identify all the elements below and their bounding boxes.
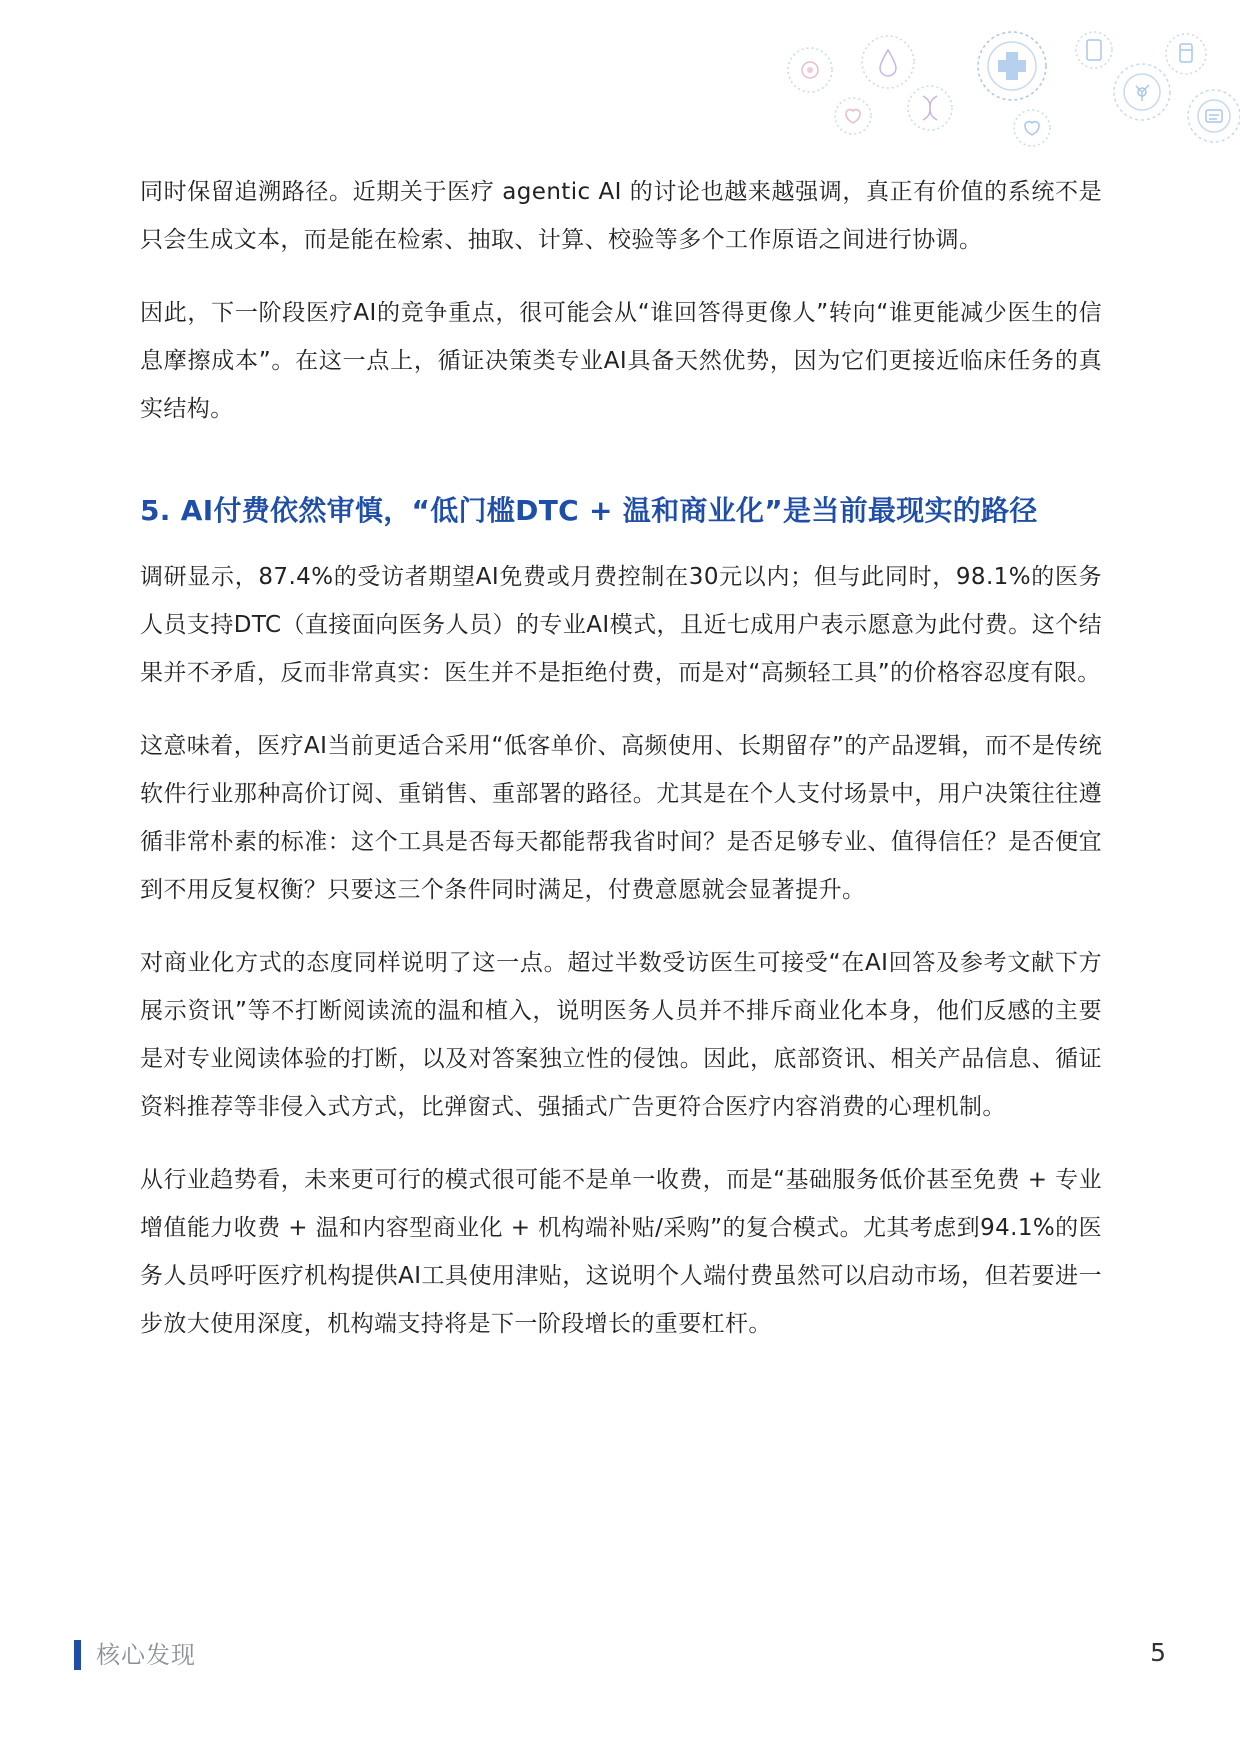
medical-icon-decoration [740, 20, 1240, 150]
molecule-icon [1114, 64, 1170, 120]
body-paragraph: 因此，下一阶段医疗AI的竞争重点，很可能会从“谁回答得更像人”转向“谁更能减少医生的信息摩擦成本”。在这一点上，循证决策类专业AI具备天然优势，因为它们更接近临床任务的真实结构。 [140, 300, 1102, 422]
pill-bottle-icon [1166, 34, 1206, 74]
tablet-icon [1076, 32, 1112, 68]
drop-icon [862, 36, 914, 88]
virus-icon [788, 48, 832, 92]
body-paragraph: 对商业化方式的态度同样说明了这一点。超过半数受访医生可接受“在AI回答及参考文献下方展示资讯”等不打断阅读流的温和植入，说明医务人员并不排斥商业化本身，他们反感的主要是对专业阅读体验的打断，以及对答案独立性的侵蚀。因此，底部资讯、相关产品信息、循证资料推荐等非侵入式方式，比弹窗式、强插式广告更符合医疗内容消费的心理机制。 [140, 950, 1102, 1120]
body-paragraph: 同时保留追溯路径。近期关于医疗 agentic AI 的讨论也越来越强调，真正有价值的系统不是只会生成文本，而是能在检索、抽取、计算、校验等多个工作原语之间进行协调。 [140, 179, 1102, 253]
heart-icon [835, 98, 871, 134]
dna-icon [908, 86, 952, 130]
page-content [140, 168, 1102, 1348]
footer-section-label: 核心发现 [96, 1641, 196, 1669]
heart-rate-icon [1014, 110, 1050, 146]
medical-cross-icon [978, 32, 1046, 100]
clipboard-icon [1188, 90, 1240, 142]
body-paragraph: 从行业趋势看，未来更可行的模式很可能不是单一收费，而是“基础服务低价甚至免费 + 专业增值能力收费 + 温和内容型商业化 + 机构端补贴/采购”的复合模式。尤其考虑到94.1%的医务人员呼吁医疗机构提供AI工具使用津贴，这说明个人端付费虽然可以启动市场，但若要进一步放大使用深度，机构端支持将是下一阶段增长的重要杠杆。 [140, 1167, 1102, 1337]
page-number: 5 [1150, 1638, 1166, 1667]
footer-accent-bar [74, 1640, 81, 1670]
section-heading: 5. AI付费依然审慎，“低门槛DTC + 温和商业化”是当前最现实的路径 [140, 494, 1038, 527]
body-paragraph: 调研显示，87.4%的受访者期望AI免费或月费控制在30元以内；但与此同时，98.1%的医务人员支持DTC（直接面向医务人员）的专业AI模式，且近七成用户表示愿意为此付费。这个结果并不矛盾，反而非常真实：医生并不是拒绝付费，而是对“高频轻工具”的价格容忍度有限。 [140, 564, 1102, 686]
body-paragraph: 这意味着，医疗AI当前更适合采用“低客单价、高频使用、长期留存”的产品逻辑，而不是传统软件行业那种高价订阅、重销售、重部署的路径。尤其是在个人支付场景中，用户决策往往遵循非常朴素的标准：这个工具是否每天都能帮我省时间？是否足够专业、值得信任？是否便宜到不用反复权衡？只要这三个条件同时满足，付费意愿就会显著提升。 [140, 733, 1102, 903]
